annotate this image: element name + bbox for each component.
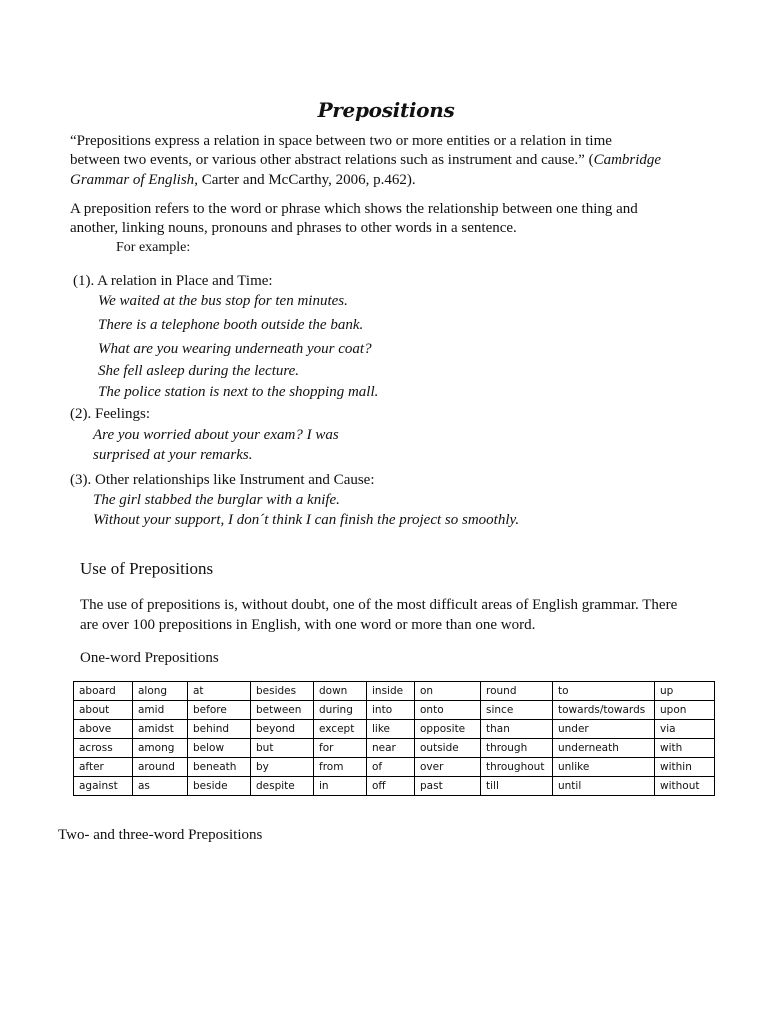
table-cell: beneath [188,758,251,777]
quote-line-2-text: between two events, or various other abstract relations such as instrument and cause.” ( [70,152,594,168]
page-title: Prepositions [317,98,455,122]
table-cell: upon [655,701,715,720]
table-cell: among [133,739,188,758]
use-line-2: are over 100 prepositions in English, with one word or more than one word. [80,617,536,633]
table-row [74,777,715,796]
two-three-word-heading: Two- and three-word Prepositions [58,827,263,843]
example-sentence: surprised at your remarks. [93,447,253,463]
table-row [74,739,715,758]
table-cell: throughout [481,758,553,777]
table-cell: towards/towards [553,701,655,720]
table-cell: unlike [553,758,655,777]
table-cell: against [74,777,133,796]
table-cell: except [314,720,367,739]
table-cell: inside [367,682,415,701]
table-cell: since [481,701,553,720]
use-line-1: The use of prepositions is, without doubt, one of the most difficult areas of English grammar. There [80,597,678,613]
table-cell: under [553,720,655,739]
table-cell: down [314,682,367,701]
quote-line-3 [70,171,416,190]
example-sentence: We waited at the bus stop for ten minutes. [98,293,348,309]
table-cell: within [655,758,715,777]
table-cell: than [481,720,553,739]
table-cell: by [251,758,314,777]
table-cell: onto [415,701,481,720]
table-cell: near [367,739,415,758]
table-cell: amid [133,701,188,720]
table-cell: behind [188,720,251,739]
table-cell: up [655,682,715,701]
table-cell: via [655,720,715,739]
quote-line-1: “Prepositions express a relation in space between two or more entities or a relation in time [70,133,612,149]
example-sentence: Without your support, I don´t think I can finish the project so smoothly. [93,512,520,528]
section-feelings-heading: (2). Feelings: [70,406,150,422]
table-cell: into [367,701,415,720]
table-cell: along [133,682,188,701]
table-cell: past [415,777,481,796]
table-row [74,682,715,701]
table-cell: over [415,758,481,777]
table-cell: from [314,758,367,777]
section-place-time-heading: (1). A relation in Place and Time: [73,273,273,289]
example-sentence: The police station is next to the shopping mall. [98,384,379,400]
table-cell: beyond [251,720,314,739]
table-row [74,758,715,777]
table-cell: at [188,682,251,701]
table-cell: without [655,777,715,796]
quote-line-2 [70,151,661,170]
table-cell: outside [415,739,481,758]
table-cell: besides [251,682,314,701]
quote-citation: , Carter and McCarthy, 2006, p.462). [194,172,416,188]
table-cell: on [415,682,481,701]
table-cell: across [74,739,133,758]
use-heading: Use of Prepositions [80,559,214,578]
table-cell: opposite [415,720,481,739]
quote-book-title: Grammar of English [70,172,195,188]
table-cell: to [553,682,655,701]
table-cell: aboard [74,682,133,701]
example-sentence: What are you wearing underneath your coat? [98,341,372,357]
table-cell: underneath [553,739,655,758]
definition-line-2: another, linking nouns, pronouns and phrases to other words in a sentence. [70,220,517,236]
prepositions-table [73,681,715,796]
table-cell: round [481,682,553,701]
definition-line-1: A preposition refers to the word or phrase which shows the relationship between one thing and [70,201,638,217]
example-sentence: There is a telephone booth outside the bank. [98,317,364,333]
table-cell: off [367,777,415,796]
table-cell: but [251,739,314,758]
example-sentence: Are you worried about your exam? I was [93,427,339,443]
table-cell: around [133,758,188,777]
table-cell: like [367,720,415,739]
for-example-label: For example: [116,240,191,255]
table-cell: until [553,777,655,796]
table-cell: below [188,739,251,758]
table-cell: in [314,777,367,796]
table-cell: amidst [133,720,188,739]
table-cell: during [314,701,367,720]
table-cell: about [74,701,133,720]
table-cell: despite [251,777,314,796]
table-cell: till [481,777,553,796]
table-cell: before [188,701,251,720]
quote-source-italic: Cambridge [593,152,662,168]
section-other-heading: (3). Other relationships like Instrument and Cause: [70,472,375,488]
one-word-heading: One-word Prepositions [80,650,219,666]
table-cell: of [367,758,415,777]
table-cell: for [314,739,367,758]
example-sentence: The girl stabbed the burglar with a knife. [93,492,340,508]
table-cell: beside [188,777,251,796]
table-row [74,701,715,720]
table-cell: after [74,758,133,777]
table-row [74,720,715,739]
table-cell: through [481,739,553,758]
table-cell: as [133,777,188,796]
table-cell: above [74,720,133,739]
table-cell: between [251,701,314,720]
example-sentence: She fell asleep during the lecture. [98,363,300,379]
table-cell: with [655,739,715,758]
